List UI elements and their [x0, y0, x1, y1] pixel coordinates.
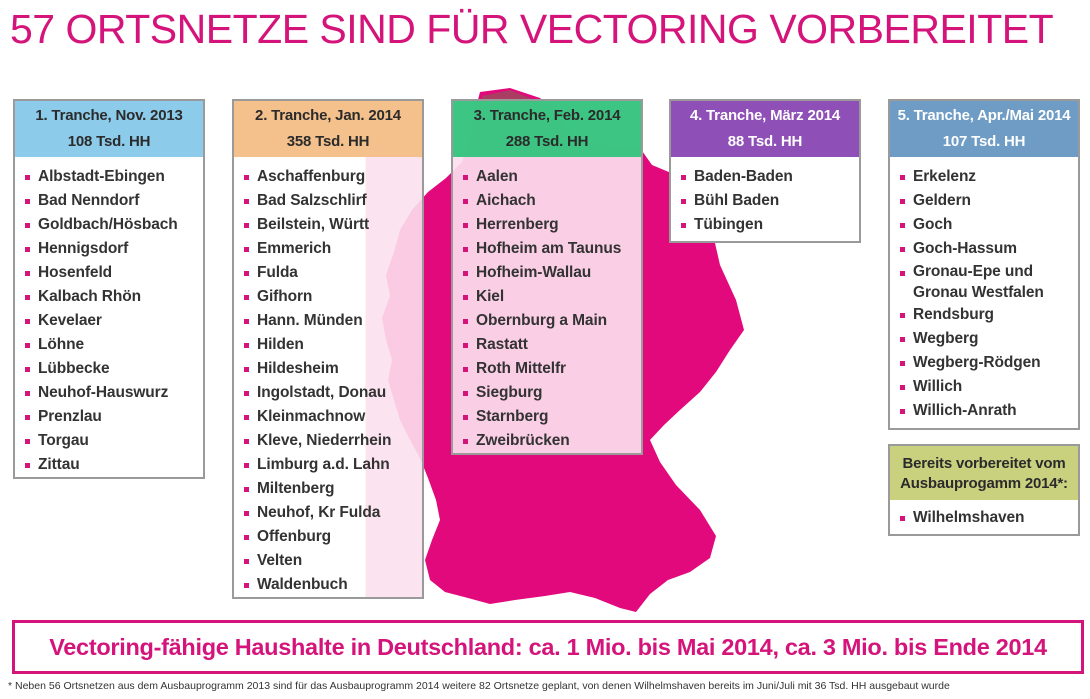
prepared-header	[890, 446, 1078, 500]
list-item: Obernburg a Main	[463, 309, 637, 333]
list-item: Hofheim am Taunus	[463, 237, 637, 261]
list-item: Hennigsdorf	[25, 237, 199, 261]
list-item: Kleinmachnow	[244, 405, 418, 429]
list-item: Roth Mittelfr	[463, 357, 637, 381]
list-item: Ingolstadt, Donau	[244, 381, 418, 405]
list-item: Velten	[244, 549, 418, 573]
list-item: Prenzlau	[25, 405, 199, 429]
tranche-1-households: 108 Tsd. HH	[67, 133, 151, 150]
list-item: Bühl Baden	[681, 189, 855, 213]
list-item: Offenburg	[244, 525, 418, 549]
tranche-3-title: 3. Tranche, Feb. 2014	[473, 107, 621, 124]
list-item: Hofheim-Wallau	[463, 261, 637, 285]
list-item: Neuhof, Kr Fulda	[244, 501, 418, 525]
tranche-4-header	[671, 101, 859, 157]
tranche-2-header	[234, 101, 422, 157]
list-item: Erkelenz	[900, 165, 1074, 189]
tranche-5-box	[888, 99, 1080, 430]
list-item: Siegburg	[463, 381, 637, 405]
list-item: Herrenberg	[463, 213, 637, 237]
page-title: 57 ORTSNETZE SIND FÜR VECTORING VORBEREITET	[10, 6, 1054, 52]
list-item: Bad Nenndorf	[25, 189, 199, 213]
list-item: Aichach	[463, 189, 637, 213]
list-item: Gifhorn	[244, 285, 418, 309]
list-item: Goldbach/Hösbach	[25, 213, 199, 237]
tranche-3-households: 288 Tsd. HH	[505, 133, 589, 150]
tranche-3-list	[453, 157, 641, 461]
tranche-2-list	[234, 157, 422, 605]
list-item: Wilhelmshaven	[900, 506, 1074, 530]
tranche-5-list	[890, 157, 1078, 431]
tranche-2-title: 2. Tranche, Jan. 2014	[255, 107, 401, 124]
summary-banner-text: Vectoring-fähige Haushalte in Deutschland: ca. 1 Mio. bis Mai 2014, ca. 3 Mio. bis Ende 2014	[49, 633, 1047, 660]
tranche-4-list	[671, 157, 859, 245]
list-item: Beilstein, Württ	[244, 213, 418, 237]
tranche-5-households: 107 Tsd. HH	[942, 133, 1026, 150]
list-item: Neuhof-Hauswurz	[25, 381, 199, 405]
prepared-box	[888, 444, 1080, 536]
list-item: Aalen	[463, 165, 637, 189]
tranche-4-title: 4. Tranche, März 2014	[689, 107, 841, 124]
list-item: Kleve, Niederrhein	[244, 429, 418, 453]
tranche-1-title: 1. Tranche, Nov. 2013	[35, 107, 183, 124]
list-item-line-2: Gronau Westfalen	[913, 284, 1044, 301]
list-item: Kiel	[463, 285, 637, 309]
list-item: Bad Salzschlirf	[244, 189, 418, 213]
list-item: Waldenbuch	[244, 573, 418, 597]
prepared-subtitle: Ausbauprogamm 2014*:	[900, 475, 1068, 492]
list-item: Goch-Hassum	[900, 237, 1074, 261]
tranche-3-header	[453, 101, 641, 157]
list-item: Lübbecke	[25, 357, 199, 381]
tranche-4-box	[669, 99, 861, 243]
list-item: Willich-Anrath	[900, 399, 1074, 423]
prepared-title: Bereits vorbereitet vom	[902, 455, 1066, 472]
list-item: Baden-Baden	[681, 165, 855, 189]
list-item: Wegberg-Rödgen	[900, 351, 1074, 375]
list-item	[900, 261, 1074, 303]
list-item: Wegberg	[900, 327, 1074, 351]
tranche-1-box	[13, 99, 205, 479]
list-item: Starnberg	[463, 405, 637, 429]
tranche-5-header	[890, 101, 1078, 157]
prepared-list	[890, 500, 1078, 538]
list-item: Hosenfeld	[25, 261, 199, 285]
list-item: Rastatt	[463, 333, 637, 357]
list-item: Albstadt-Ebingen	[25, 165, 199, 189]
list-item: Zweibrücken	[463, 429, 637, 453]
tranche-2-box	[232, 99, 424, 599]
list-item: Limburg a.d. Lahn	[244, 453, 418, 477]
list-item: Geldern	[900, 189, 1074, 213]
list-item: Zittau	[25, 453, 199, 477]
footnote: * Neben 56 Ortsnetzen aus dem Ausbauprogramm 2013 sind für das Ausbauprogramm 2014 weitere 82 Ortsnetze geplant, von denen Wilhelmshaven bereits im Juni/Juli mit 36 Tsd. HH ausgebaut wurde	[8, 680, 950, 692]
tranche-2-households: 358 Tsd. HH	[286, 133, 370, 150]
list-item: Hann. Münden	[244, 309, 418, 333]
list-item: Kevelaer	[25, 309, 199, 333]
list-item: Goch	[900, 213, 1074, 237]
list-item: Fulda	[244, 261, 418, 285]
list-item: Miltenberg	[244, 477, 418, 501]
tranche-1-header	[15, 101, 203, 157]
list-item: Hilden	[244, 333, 418, 357]
list-item: Löhne	[25, 333, 199, 357]
list-item: Kalbach Rhön	[25, 285, 199, 309]
list-item: Aschaffenburg	[244, 165, 418, 189]
tranche-5-title: 5. Tranche, Apr./Mai 2014	[897, 107, 1071, 124]
tranche-3-box	[451, 99, 643, 455]
list-item: Hildesheim	[244, 357, 418, 381]
list-item: Rendsburg	[900, 303, 1074, 327]
summary-banner	[12, 620, 1084, 674]
list-item: Torgau	[25, 429, 199, 453]
list-item-line-1: Gronau-Epe und	[913, 263, 1034, 280]
list-item: Emmerich	[244, 237, 418, 261]
tranche-1-list	[15, 157, 203, 485]
list-item: Tübingen	[681, 213, 855, 237]
tranche-4-households: 88 Tsd. HH	[727, 133, 803, 150]
list-item: Willich	[900, 375, 1074, 399]
